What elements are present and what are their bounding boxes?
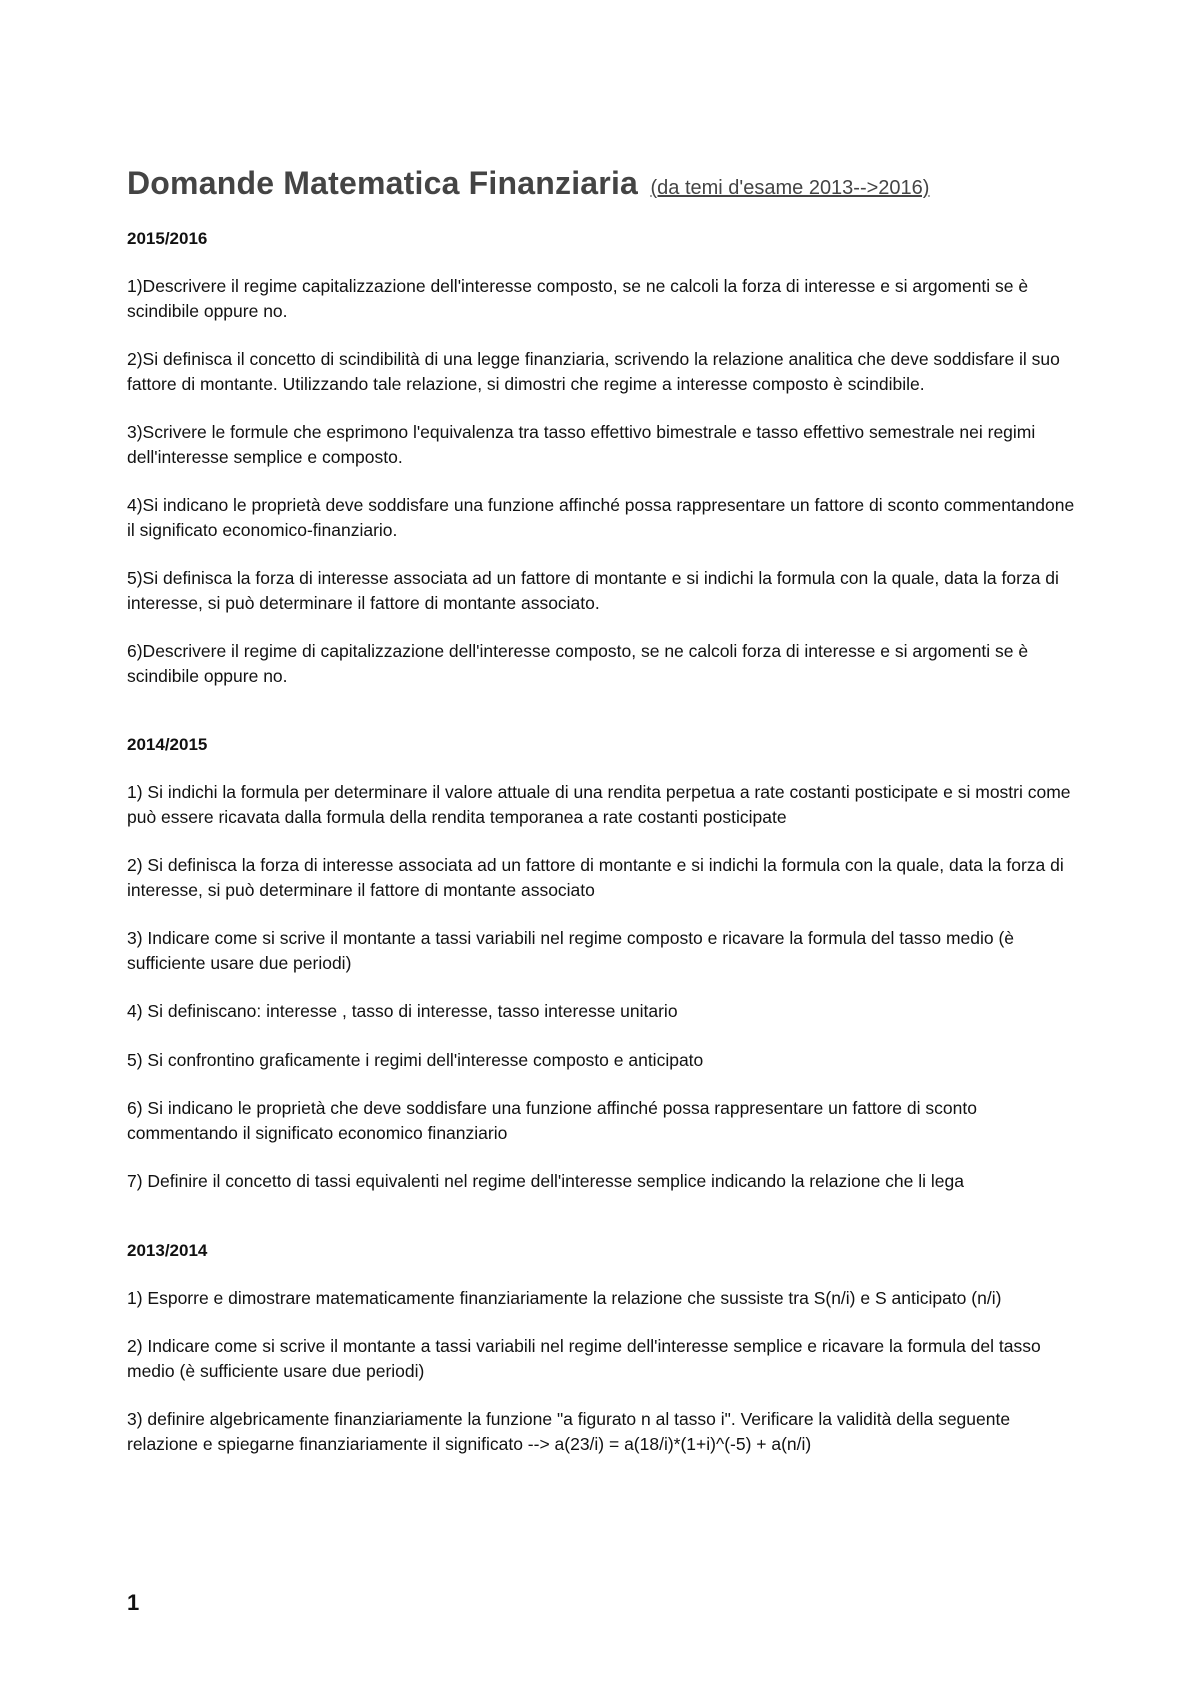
question-item: 4) Si definiscano: interesse , tasso di interesse, tasso interesse unitario <box>127 1001 678 1021</box>
section-2015-2016 <box>127 228 1077 688</box>
question-item: 2) Indicare come si scrive il montante a tassi variabili nel regime dell'interesse semplice e ricavare la formula del tasso medio (è sufficiente usare due periodi) <box>127 1336 1041 1381</box>
question-item: 6)Descrivere il regime di capitalizzazione dell'interesse composto, se ne calcoli forza di interesse e si argomenti se è scindibile oppure no. <box>127 641 1029 686</box>
question-item: 3)Scrivere le formule che esprimono l'equivalenza tra tasso effettivo bimestrale e tasso effettivo semestrale nei regimi dell'interesse semplice e composto. <box>127 422 1036 467</box>
question-item: 3) definire algebricamente finanziariamente la funzione "a figurato n al tasso i". Verificare la validità della seguente relazione e spiegarne finanziariamente il significato --> a(23/i) = a(18/i)*(1+i)^(-5) + a(n/i) <box>127 1409 1011 1454</box>
page-number: 1 <box>127 1590 140 1615</box>
section-gap <box>127 1218 1077 1240</box>
section-2013-2014 <box>127 1240 1077 1457</box>
question-item: 1)Descrivere il regime capitalizzazione dell'interesse composto, se ne calcoli la forza di interesse e si argomenti se è scindibile oppure no. <box>127 276 1029 321</box>
question-item: 4)Si indicano le proprietà deve soddisfare una funzione affinché possa rappresentare un fattore di sconto commentandone il significato economico-finanziario. <box>127 495 1075 540</box>
question-item: 2)Si definisca il concetto di scindibilità di una legge finanziaria, scrivendo la relazione analitica che deve soddisfare il suo fattore di montante. Utilizzando tale relazione, si dimostri che regime a interesse composto è scindibile. <box>127 349 1060 394</box>
section-year: 2014/2015 <box>127 735 208 754</box>
question-item: 3) Indicare come si scrive il montante a tassi variabili nel regime composto e ricavare la formula del tasso medio (è sufficiente usare due periodi) <box>127 928 1015 973</box>
question-item: 1) Si indichi la formula per determinare il valore attuale di una rendita perpetua a rate costanti posticipate e si mostri come può essere ricavata dalla formula della rendita temporanea a rate costanti posticipate <box>127 782 1071 827</box>
question-item: 7) Definire il concetto di tassi equivalenti nel regime dell'interesse semplice indicando la relazione che li lega <box>127 1171 964 1191</box>
section-year: 2013/2014 <box>127 1240 208 1260</box>
document-subtitle: (da temi d'esame 2013-->2016) <box>650 177 930 199</box>
question-item: 1) Esporre e dimostrare matematicamente finanziariamente la relazione che sussiste tra S(n/i) e S anticipato (n/i) <box>127 1287 1002 1308</box>
document-page <box>127 165 1077 1480</box>
title-row <box>127 165 1077 202</box>
section-2014-2015 <box>127 734 1077 1194</box>
question-item: 2) Si definisca la forza di interesse associata ad un fattore di montante e si indichi la formula con la quale, data la forza di interesse, si può determinare il fattore di montante associato <box>127 855 1064 900</box>
question-item: 5)Si definisca la forza di interesse associata ad un fattore di montante e si indichi la formula con la quale, data la forza di interesse, si può determinare il fattore di montante associato. <box>127 568 1059 613</box>
question-item: 6) Si indicano le proprietà che deve soddisfare una funzione affinché possa rappresentare un fattore di sconto commentando il significato economico finanziario <box>127 1098 977 1143</box>
document-title: Domande Matematica Finanziaria <box>127 165 639 201</box>
section-gap <box>127 712 1077 734</box>
section-year: 2015/2016 <box>127 229 208 248</box>
question-item: 5) Si confrontino graficamente i regimi dell'interesse composto e anticipato <box>127 1049 704 1070</box>
